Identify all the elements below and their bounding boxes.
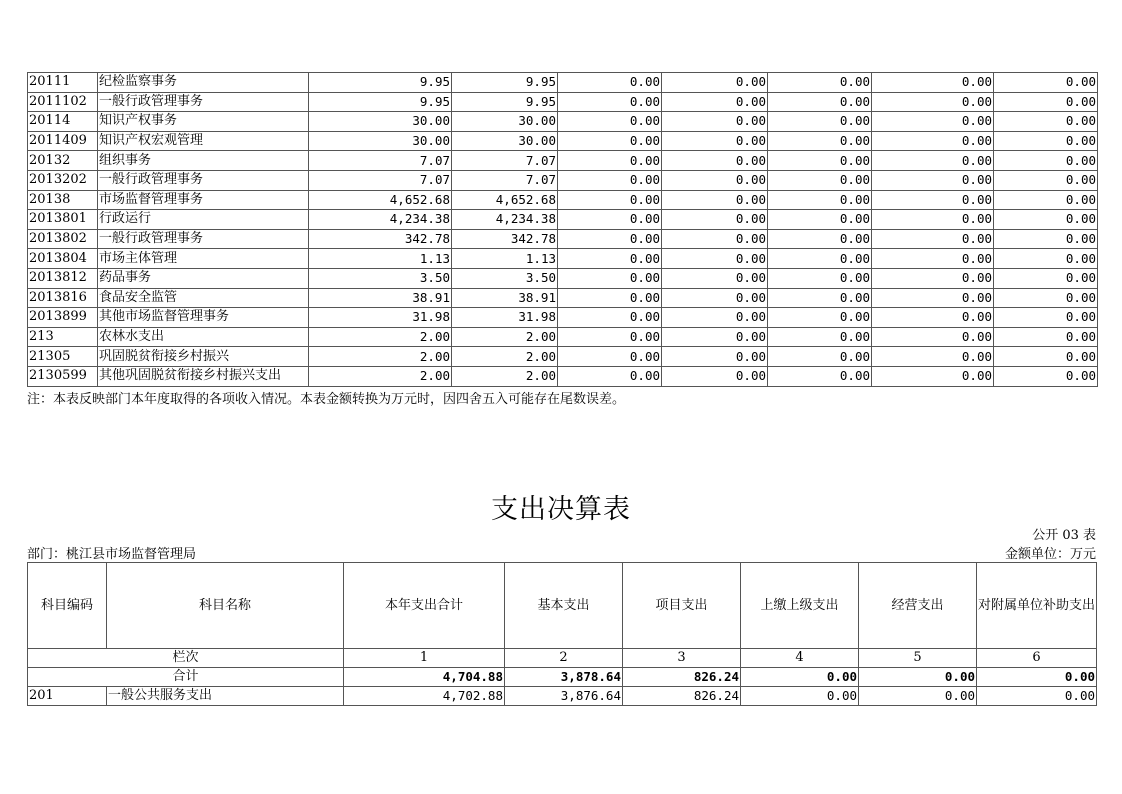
amount-cell: 0.00 (741, 687, 859, 706)
amount-cell: 0.00 (768, 210, 872, 230)
subject-name: 一般行政管理事务 (98, 92, 309, 112)
amount-cell: 0.00 (768, 73, 872, 93)
amount-cell: 30.00 (452, 131, 558, 151)
table-row (28, 229, 1098, 249)
total-row (28, 668, 1097, 687)
total-value: 0.00 (741, 668, 859, 687)
total-value: 4,704.88 (344, 668, 505, 687)
amount-cell: 0.00 (662, 347, 768, 367)
amount-cell: 0.00 (994, 268, 1098, 288)
amount-cell: 0.00 (558, 347, 662, 367)
amount-cell: 0.00 (994, 347, 1098, 367)
amount-cell: 9.95 (309, 92, 452, 112)
amount-cell: 0.00 (768, 131, 872, 151)
amount-cell: 7.07 (309, 151, 452, 171)
subject-name: 农林水支出 (98, 327, 309, 347)
amount-cell: 0.00 (872, 308, 994, 328)
income-table-note: 注：本表反映部门本年度取得的各项收入情况。本表金额转换为万元时，因四舍五入可能存在尾数误差。 (27, 392, 626, 407)
header-cell: 经营支出 (859, 563, 977, 649)
amount-cell: 0.00 (872, 112, 994, 132)
subject-code: 2013804 (28, 249, 98, 269)
amount-cell: 0.00 (558, 170, 662, 190)
header-cell: 基本支出 (505, 563, 623, 649)
amount-cell: 0.00 (994, 112, 1098, 132)
department-label: 部门：桃江县市场监督管理局 (27, 547, 197, 562)
table-row (28, 112, 1098, 132)
subject-code: 20138 (28, 190, 98, 210)
expense-table (27, 562, 1097, 706)
column-number: 3 (623, 649, 741, 668)
table-row (28, 249, 1098, 269)
subject-name: 食品安全监管 (98, 288, 309, 308)
unit-label: 金额单位：万元 (1004, 547, 1096, 562)
subject-code: 213 (28, 327, 98, 347)
amount-cell: 9.95 (309, 73, 452, 93)
amount-cell: 0.00 (872, 170, 994, 190)
subject-code: 2013202 (28, 170, 98, 190)
table-row (28, 131, 1098, 151)
amount-cell: 0.00 (994, 229, 1098, 249)
amount-cell: 0.00 (768, 151, 872, 171)
header-cell: 本年支出合计 (344, 563, 505, 649)
amount-cell: 38.91 (452, 288, 558, 308)
amount-cell: 0.00 (558, 229, 662, 249)
income-table (27, 72, 1098, 387)
amount-cell: 4,234.38 (452, 210, 558, 230)
amount-cell: 826.24 (623, 687, 741, 706)
subject-name: 知识产权事务 (98, 112, 309, 132)
column-number-label: 栏次 (28, 649, 344, 668)
amount-cell: 0.00 (872, 366, 994, 386)
amount-cell: 0.00 (994, 308, 1098, 328)
total-value: 0.00 (977, 668, 1097, 687)
amount-cell: 0.00 (662, 92, 768, 112)
total-label: 合计 (28, 668, 344, 687)
amount-cell: 0.00 (768, 190, 872, 210)
amount-cell: 0.00 (768, 112, 872, 132)
amount-cell: 0.00 (994, 170, 1098, 190)
amount-cell: 30.00 (309, 112, 452, 132)
amount-cell: 2.00 (309, 327, 452, 347)
subject-code: 2013801 (28, 210, 98, 230)
total-value: 3,878.64 (505, 668, 623, 687)
subject-name: 药品事务 (98, 268, 309, 288)
subject-name: 知识产权宏观管理 (98, 131, 309, 151)
amount-cell: 0.00 (994, 288, 1098, 308)
amount-cell: 0.00 (872, 190, 994, 210)
amount-cell: 0.00 (768, 268, 872, 288)
amount-cell: 0.00 (994, 366, 1098, 386)
table-row (28, 288, 1098, 308)
subject-name: 组织事务 (98, 151, 309, 171)
amount-cell: 0.00 (558, 131, 662, 151)
subject-code: 20114 (28, 112, 98, 132)
amount-cell: 0.00 (872, 347, 994, 367)
header-cell: 科目名称 (107, 563, 344, 649)
amount-cell: 0.00 (662, 308, 768, 328)
table-row (28, 190, 1098, 210)
table-row (28, 73, 1098, 93)
subject-name: 市场监督管理事务 (98, 190, 309, 210)
subject-name: 其他市场监督管理事务 (98, 308, 309, 328)
amount-cell: 0.00 (872, 151, 994, 171)
amount-cell: 4,234.38 (309, 210, 452, 230)
amount-cell: 0.00 (872, 92, 994, 112)
subject-code: 2130599 (28, 366, 98, 386)
amount-cell: 4,702.88 (344, 687, 505, 706)
subject-name: 其他巩固脱贫衔接乡村振兴支出 (98, 366, 309, 386)
subject-code: 20111 (28, 73, 98, 93)
amount-cell: 0.00 (662, 131, 768, 151)
amount-cell: 0.00 (662, 73, 768, 93)
amount-cell: 0.00 (872, 288, 994, 308)
amount-cell: 30.00 (309, 131, 452, 151)
amount-cell: 0.00 (994, 327, 1098, 347)
amount-cell: 0.00 (558, 73, 662, 93)
amount-cell: 2.00 (309, 347, 452, 367)
column-number: 2 (505, 649, 623, 668)
amount-cell: 38.91 (309, 288, 452, 308)
amount-cell: 0.00 (662, 288, 768, 308)
page-title: 支出决算表 (491, 494, 631, 525)
amount-cell: 0.00 (662, 151, 768, 171)
amount-cell: 4,652.68 (309, 190, 452, 210)
subject-code: 2013802 (28, 229, 98, 249)
form-code: 公开 03 表 (1032, 528, 1096, 543)
header-cell: 上缴上级支出 (741, 563, 859, 649)
amount-cell: 0.00 (994, 73, 1098, 93)
subject-name: 纪检监察事务 (98, 73, 309, 93)
amount-cell: 0.00 (768, 366, 872, 386)
amount-cell: 342.78 (452, 229, 558, 249)
column-number: 6 (977, 649, 1097, 668)
amount-cell: 0.00 (558, 268, 662, 288)
subject-code: 2011102 (28, 92, 98, 112)
amount-cell: 0.00 (768, 347, 872, 367)
subject-name: 行政运行 (98, 210, 309, 230)
table-row (28, 210, 1098, 230)
amount-cell: 342.78 (309, 229, 452, 249)
amount-cell: 31.98 (309, 308, 452, 328)
amount-cell: 0.00 (872, 73, 994, 93)
amount-cell: 0.00 (662, 210, 768, 230)
table-row (28, 687, 1097, 706)
amount-cell: 0.00 (994, 210, 1098, 230)
amount-cell: 1.13 (452, 249, 558, 269)
amount-cell: 0.00 (662, 190, 768, 210)
amount-cell: 0.00 (872, 131, 994, 151)
amount-cell: 4,652.68 (452, 190, 558, 210)
amount-cell: 0.00 (558, 327, 662, 347)
amount-cell: 0.00 (558, 210, 662, 230)
amount-cell: 0.00 (662, 112, 768, 132)
table-row (28, 366, 1098, 386)
column-number: 1 (344, 649, 505, 668)
subject-name: 一般公共服务支出 (107, 687, 344, 706)
amount-cell: 0.00 (662, 366, 768, 386)
amount-cell: 0.00 (977, 687, 1097, 706)
amount-cell: 0.00 (768, 92, 872, 112)
amount-cell: 9.95 (452, 73, 558, 93)
amount-cell: 0.00 (872, 210, 994, 230)
amount-cell: 1.13 (309, 249, 452, 269)
table-row (28, 151, 1098, 171)
amount-cell: 0.00 (768, 288, 872, 308)
total-value: 826.24 (623, 668, 741, 687)
amount-cell: 30.00 (452, 112, 558, 132)
amount-cell: 3.50 (309, 268, 452, 288)
amount-cell: 0.00 (558, 190, 662, 210)
amount-cell: 0.00 (994, 92, 1098, 112)
amount-cell: 0.00 (662, 170, 768, 190)
subject-code: 201 (28, 687, 107, 706)
column-number: 4 (741, 649, 859, 668)
subject-code: 2011409 (28, 131, 98, 151)
amount-cell: 0.00 (558, 366, 662, 386)
amount-cell: 2.00 (452, 327, 558, 347)
subject-name: 一般行政管理事务 (98, 170, 309, 190)
amount-cell: 9.95 (452, 92, 558, 112)
amount-cell: 0.00 (768, 327, 872, 347)
amount-cell: 0.00 (768, 170, 872, 190)
subject-code: 2013899 (28, 308, 98, 328)
subject-name: 巩固脱贫衔接乡村振兴 (98, 347, 309, 367)
amount-cell: 0.00 (994, 151, 1098, 171)
subject-name: 市场主体管理 (98, 249, 309, 269)
table-row (28, 308, 1098, 328)
table-row (28, 327, 1098, 347)
amount-cell: 0.00 (872, 327, 994, 347)
table-row (28, 92, 1098, 112)
amount-cell: 2.00 (452, 366, 558, 386)
amount-cell: 0.00 (662, 268, 768, 288)
amount-cell: 0.00 (768, 308, 872, 328)
amount-cell: 7.07 (452, 151, 558, 171)
amount-cell: 31.98 (452, 308, 558, 328)
amount-cell: 3.50 (452, 268, 558, 288)
amount-cell: 3,876.64 (505, 687, 623, 706)
column-number: 5 (859, 649, 977, 668)
amount-cell: 2.00 (452, 347, 558, 367)
subject-code: 20132 (28, 151, 98, 171)
amount-cell: 0.00 (662, 229, 768, 249)
amount-cell: 0.00 (558, 308, 662, 328)
amount-cell: 0.00 (872, 249, 994, 269)
table-row (28, 268, 1098, 288)
table-row (28, 170, 1098, 190)
header-cell: 科目编码 (28, 563, 107, 649)
amount-cell: 0.00 (662, 249, 768, 269)
amount-cell: 0.00 (994, 249, 1098, 269)
header-cell: 对附属单位补助支出 (977, 563, 1097, 649)
subject-name: 一般行政管理事务 (98, 229, 309, 249)
amount-cell: 0.00 (558, 92, 662, 112)
subject-code: 2013812 (28, 268, 98, 288)
subject-code: 21305 (28, 347, 98, 367)
amount-cell: 2.00 (309, 366, 452, 386)
amount-cell: 0.00 (558, 288, 662, 308)
header-cell: 项目支出 (623, 563, 741, 649)
amount-cell: 0.00 (558, 112, 662, 132)
amount-cell: 0.00 (872, 268, 994, 288)
amount-cell: 0.00 (859, 687, 977, 706)
expense-header-row (28, 563, 1097, 649)
total-value: 0.00 (859, 668, 977, 687)
amount-cell: 0.00 (994, 131, 1098, 151)
subject-code: 2013816 (28, 288, 98, 308)
amount-cell: 7.07 (452, 170, 558, 190)
table-row (28, 347, 1098, 367)
amount-cell: 0.00 (994, 190, 1098, 210)
amount-cell: 0.00 (662, 327, 768, 347)
column-number-row (28, 649, 1097, 668)
amount-cell: 7.07 (309, 170, 452, 190)
amount-cell: 0.00 (872, 229, 994, 249)
amount-cell: 0.00 (768, 229, 872, 249)
amount-cell: 0.00 (558, 249, 662, 269)
amount-cell: 0.00 (768, 249, 872, 269)
amount-cell: 0.00 (558, 151, 662, 171)
